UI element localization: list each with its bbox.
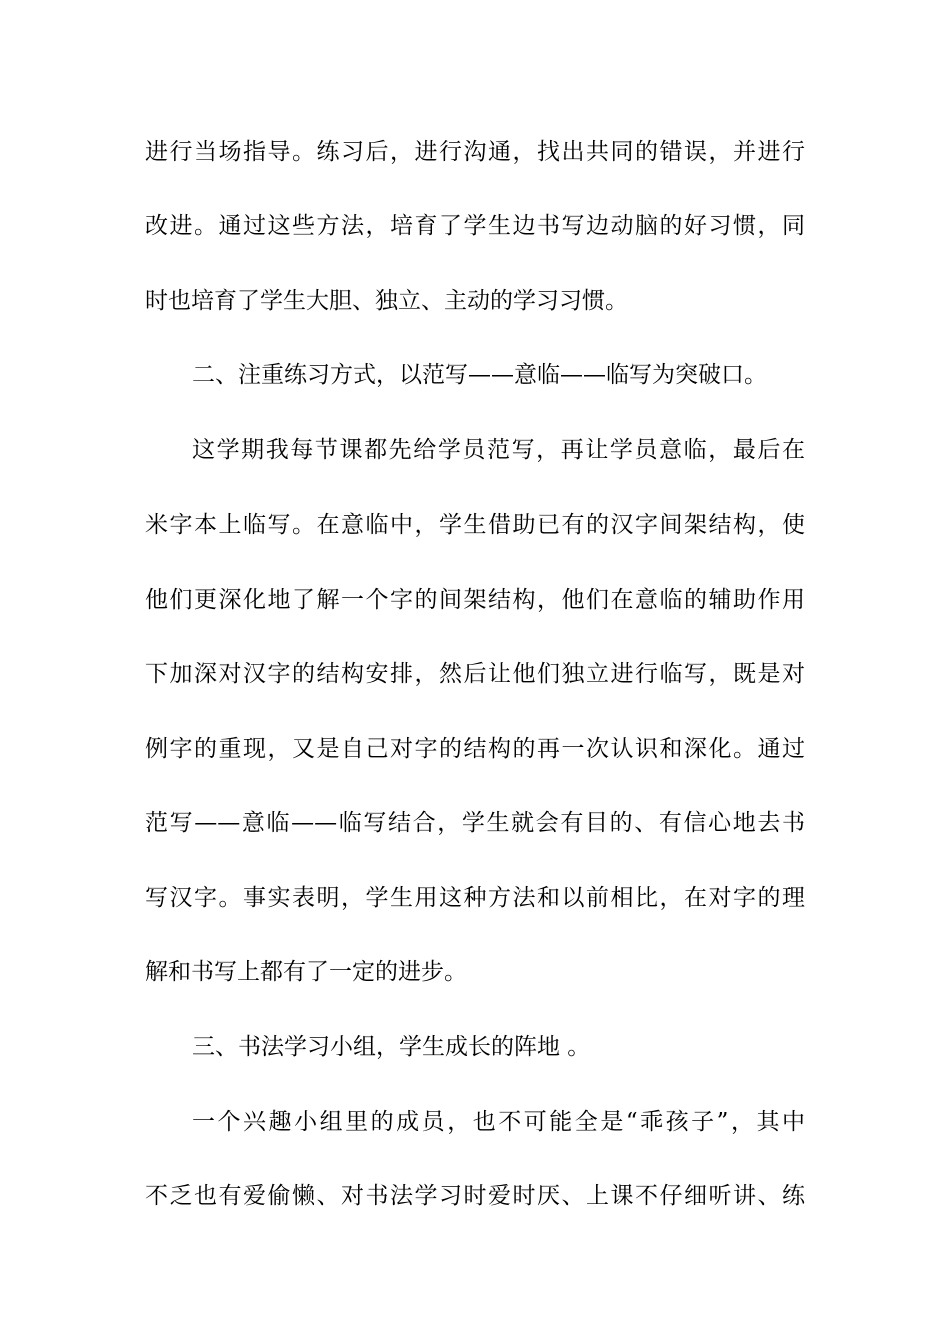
paragraph-line-10: 范写——意临——临写结合，学生就会有目的、有信心地去书 <box>145 810 805 836</box>
paragraph-line-11: 写汉字。事实表明，学生用这种方法和以前相比，在对字的理 <box>145 885 805 911</box>
paragraph-line-9: 例字的重现，又是自己对字的结构的再一次认识和深化。通过 <box>145 736 805 762</box>
paragraph-line-8: 下加深对汉字的结构安排，然后让他们独立进行临写，既是对 <box>145 661 805 687</box>
section-heading-3: 三、书法学习小组，学生成长的阵地 。 <box>192 1034 591 1060</box>
paragraph-line-7: 他们更深化地了解一个字的间架结构，他们在意临的辅助作用 <box>145 587 805 613</box>
paragraph-line-3: 时也培育了学生大胆、独立、主动的学习习惯。 <box>145 288 628 314</box>
paragraph-line-5: 这学期我每节课都先给学员范写，再让学员意临，最后在 <box>192 437 805 463</box>
paragraph-line-14: 一个兴趣小组里的成员，也不可能全是“乖孩子”，其中 <box>192 1109 805 1135</box>
paragraph-line-1: 进行当场指导。练习后，进行沟通，找出共同的错误，并进行 <box>145 139 805 165</box>
paragraph-line-12: 解和书写上都有了一定的进步。 <box>145 959 467 985</box>
paragraph-line-15: 不乏也有爱偷懒、对书法学习时爱时厌、上课不仔细听讲、练 <box>145 1183 805 1209</box>
paragraph-line-2: 改进。通过这些方法，培育了学生边书写边动脑的好习惯，同 <box>145 213 805 239</box>
paragraph-line-6: 米字本上临写。在意临中，学生借助已有的汉字间架结构，使 <box>145 512 805 538</box>
section-heading-2: 二、注重练习方式，以范写——意临——临写为突破口。 <box>192 362 767 388</box>
